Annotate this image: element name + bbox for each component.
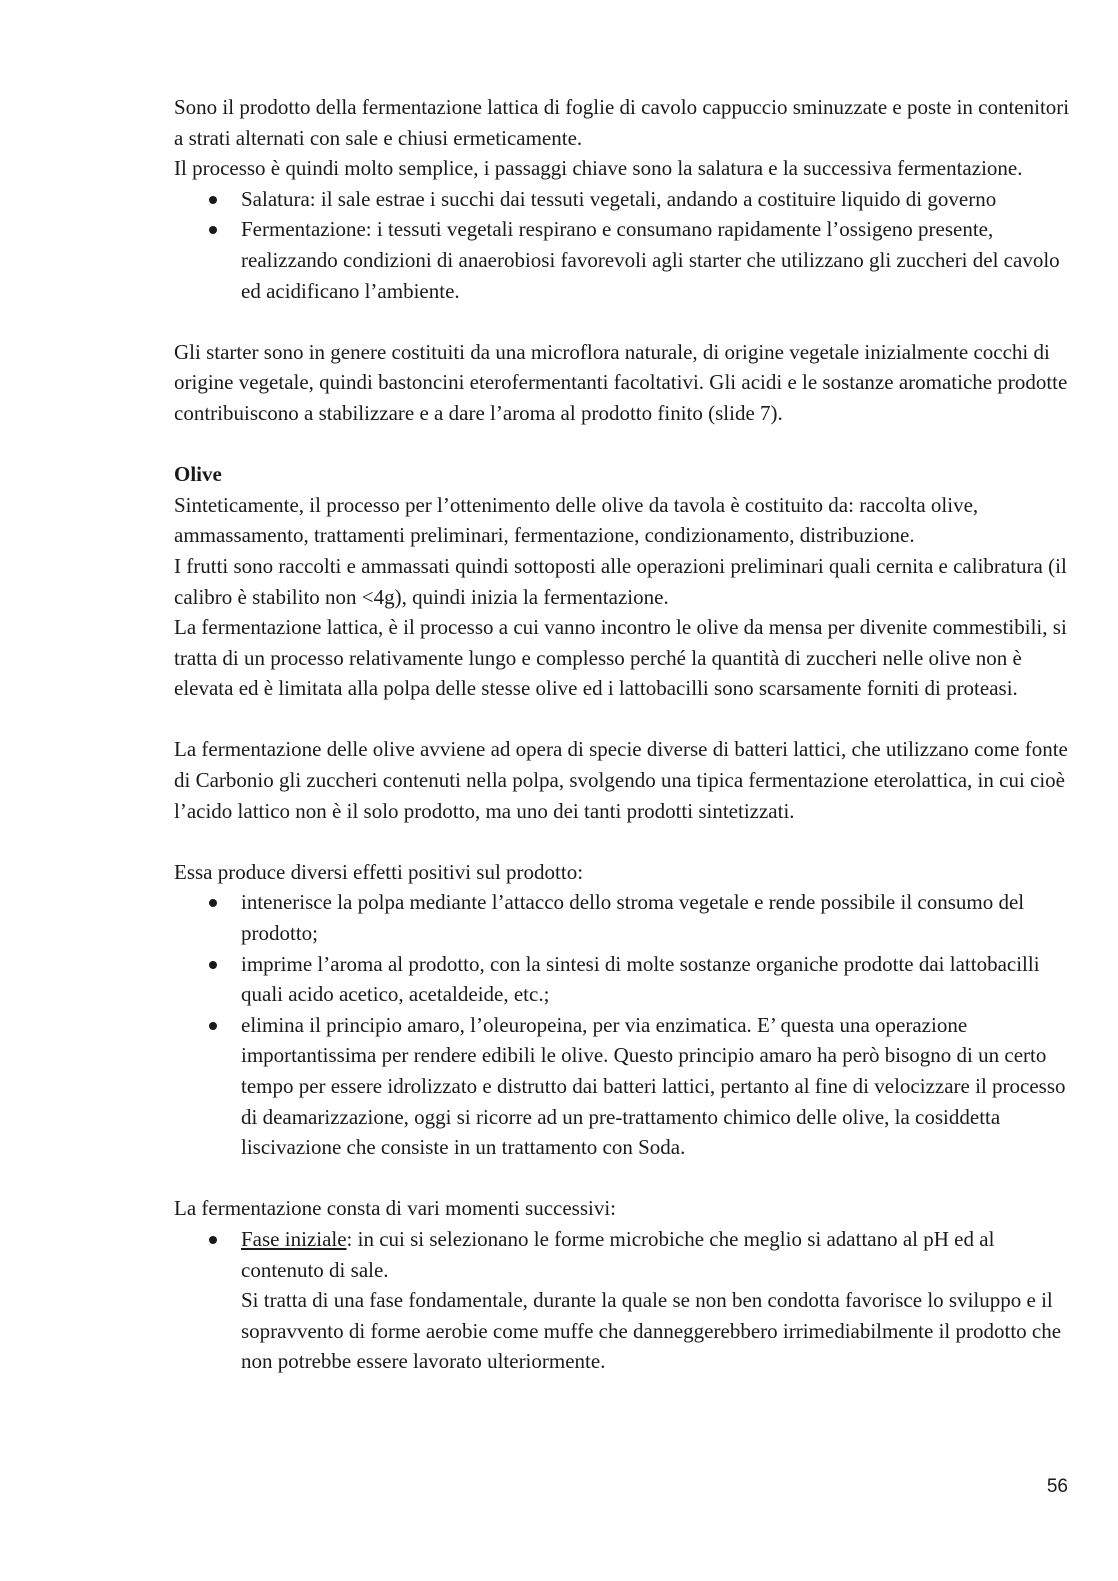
list-item: intenerisce la polpa mediante l’attacco dello stroma vegetale e rende possibile il consumo del prodotto; <box>241 887 1074 948</box>
list-item: Salatura: il sale estrae i succhi dai tessuti vegetali, andando a costituire liquido di governo <box>241 184 1074 215</box>
intro-paragraph-1: Sono il prodotto della fermentazione lattica di foglie di cavolo cappuccio sminuzzate e poste in contenitori a strati alternati con sale e chiusi ermeticamente. <box>174 95 1070 150</box>
phase-text: : in cui si selezionano le forme microbiche che meglio si adattano al pH ed al contenuto di sale. <box>241 1226 995 1282</box>
phases-list <box>174 1224 1074 1377</box>
effects-list <box>174 887 1074 1162</box>
salting-fermentation-list <box>174 184 1074 306</box>
list-item: imprime l’aroma al prodotto, con la sintesi di molte sostanze organiche prodotte dai lattobacilli quali acido acetico, acetaldeide, etc.; <box>241 949 1074 1010</box>
page-number: 56 <box>1046 1476 1068 1497</box>
document-body <box>174 92 1074 1377</box>
list-item: elimina il principio amaro, l’oleuropeina, per via enzimatica. E’ questa una operazione importantissima per rendere edibili le olive. Questo principio amaro ha però bisogno di un certo tempo per essere idrolizzato e distrutto dai batteri lattici, pertanto al fine di velocizzare il processo di deamarizzazione, oggi si ricorre ad un pre-trattamento chimico delle olive, la cosiddetta liscivazione che consiste in un trattamento con Soda. <box>241 1010 1074 1163</box>
starter-paragraph: Gli starter sono in genere costituiti da una microflora naturale, di origine vegetale inizialmente cocchi di origine vegetale, quindi bastoncini eterofermentanti facoltativi. Gli acidi e le sostanze aromatiche prodotte contribuiscono a stabilizzare e a dare l’aroma al prodotto finito (slide 7). <box>174 339 1068 425</box>
intro-paragraph-2: Il processo è quindi molto semplice, i passaggi chiave sono la salatura e la successiva fermentazione. <box>174 156 1023 181</box>
list-item: Fermentazione: i tessuti vegetali respirano e consumano rapidamente l’ossigeno presente, realizzando condizioni di anaerobiosi favorevoli agli starter che utilizzano gli zuccheri del cavolo ed acidificano l’ambiente. <box>241 214 1074 306</box>
olive-paragraph-1: Sinteticamente, il processo per l’ottenimento delle olive da tavola è costituito da: raccolta olive, ammassamento, trattamenti preliminari, fermentazione, condizionamento, distribuzione. <box>174 492 979 548</box>
olive-paragraph-4: La fermentazione delle olive avviene ad opera di specie diverse di batteri lattici, che utilizzano come fonte di Carbonio gli zuccheri contenuti nella polpa, svolgendo una tipica fermentazione eterolattica, in cui cioè l’acido lattico non è il solo prodotto, ma uno dei tanti prodotti sintetizzati. <box>174 737 1068 823</box>
phase-detail: Si tratta di una fase fondamentale, durante la quale se non ben condotta favorisce lo sviluppo e il sopravvento di forme aerobie come muffe che danneggerebbero irrimediabilmente il prodotto che non potrebbe essere lavorato ulteriormente. <box>241 1288 1062 1374</box>
section-heading-olive: Olive <box>174 462 222 487</box>
olive-paragraph-3: La fermentazione lattica, è il processo a cui vanno incontro le olive da mensa per divenite commestibili, si tratta di un processo relativamente lungo e complesso perché la quantità di zuccheri nelle olive non è elevata ed è limitata alla polpa delle stesse olive ed i lattobacilli sono scarsamente forniti di proteasi. <box>174 615 1067 701</box>
effects-intro: Essa produce diversi effetti positivi sul prodotto: <box>174 859 584 884</box>
list-item <box>241 1224 1074 1377</box>
phases-intro: La fermentazione consta di vari momenti successivi: <box>174 1196 617 1221</box>
olive-paragraph-2: I frutti sono raccolti e ammassati quindi sottoposti alle operazioni preliminari quali cernita e calibratura (il calibro è stabilito non <4g), quindi inizia la fermentazione. <box>174 553 1067 609</box>
phase-title: Fase iniziale <box>241 1226 347 1251</box>
